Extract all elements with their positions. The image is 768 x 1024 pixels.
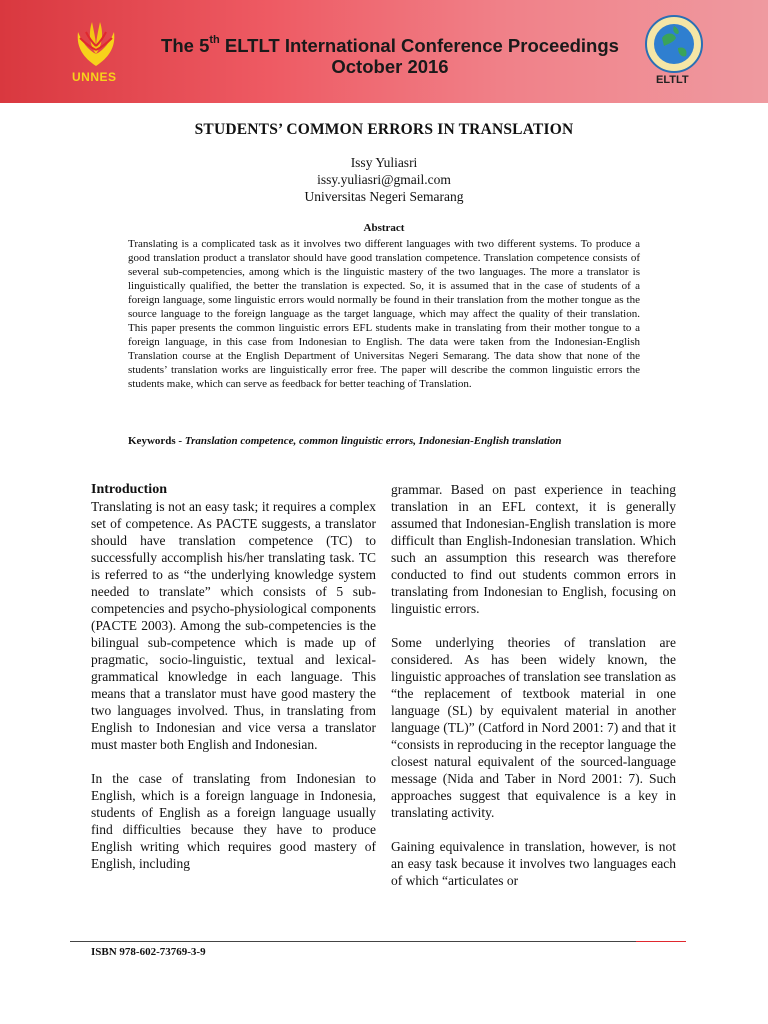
conference-title [150, 35, 630, 77]
author-block [0, 154, 768, 205]
paragraph: grammar. Based on past experience in teaching translation in an EFL context, it is generally assumed that Indonesian-English translation is more difficult than English-Indonesian translation. Which such an assumption this research was therefore conducted to find out students common errors in translating from Indonesian to English, focusing on linguistic errors. [391, 482, 676, 616]
author-name: Issy Yuliasri [350, 155, 418, 170]
paragraph: Translating is not an easy task; it requires a complex set of competence. As PACTE suggests, a translator should have translation competence (TC) to successfully accomplish his/her translating task. TC is referred to as “the underlying knowledge system needed to translate” which consists of 5 sub-competencies and psycho-physiological components (PACTE 2003). Among the sub-competencies is the bilingual sub-competence which is made up of pragmatic, socio-linguistic, textual and lexical-grammatical knowledge in each language. This means that a translator must have good mastery the two languages involved. Thus, in translating from English to Indonesian and vice versa a translator must master both English and Indonesian. [91, 499, 376, 752]
paragraph: In the case of translating from Indonesian to English, which is a foreign language in Indonesia, students of English as a foreign language usually find difficulties because they have to produce English writing which requires good mastery of English, including [91, 771, 376, 871]
isbn: ISBN 978-602-73769-3-9 [91, 946, 206, 958]
keywords-label: Keywords - [128, 435, 185, 447]
unnes-logo-text: UNNES [72, 70, 117, 84]
conference-date: October 2016 [331, 56, 449, 77]
conference-banner [0, 0, 768, 103]
paper-title: STUDENTS’ COMMON ERRORS IN TRANSLATION [194, 121, 574, 138]
author-affiliation: Universitas Negeri Semarang [304, 189, 464, 204]
paragraph: Gaining equivalence in translation, however, is not an easy task because it involves two languages each of which “articulates or [391, 839, 676, 888]
abstract-text: Translating is a complicated task as it involves two different languages with two different systems. To produce a good translation product a translator should have good translation competence. Translation competence consists of several sub-competencies, among which is the linguistic mastery of the two languages. The more a translator is linguistically qualified, the better the translation is expected. So, it is assumed that in the case of students of a foreign language, some linguistic errors would normally be found in their translation from the mother tongue as the source language to the foreign language as the target language, which may affect the quality of their translation. This paper presents the common linguistic errors EFL students make in translating from their mother tongue to a foreign language, in this case from Indonesian to English. The data were taken from the Indonesian-English Translation course at the English Department of Universitas Negeri Semarang. The data show that none of the students’ translation works are linguistically error free. The paper will describe the common linguistic errors the students make, which can serve as feedback for better teaching of Translation. [128, 238, 640, 390]
conference-name: ELTLT International Conference Proceedings [219, 35, 619, 56]
footer-divider-accent [636, 941, 686, 942]
conference-edition: The 5 [161, 35, 210, 56]
abstract-heading: Abstract [363, 222, 405, 234]
conference-edition-suffix: th [209, 33, 220, 46]
globe-icon [644, 14, 704, 74]
eltlt-logo-text: ELTLT [656, 74, 689, 86]
conference-title-line1 [150, 35, 630, 56]
left-column [91, 481, 376, 889]
keywords-list: Translation competence, common linguistic errors, Indonesian-English translation [184, 435, 562, 447]
eltlt-logo [644, 14, 704, 90]
keywords [128, 434, 668, 448]
footer-divider [70, 941, 636, 942]
author-email[interactable]: issy.yuliasri@gmail.com [317, 172, 451, 187]
section-heading: Introduction [91, 482, 167, 497]
right-column [391, 481, 676, 906]
unnes-emblem-icon [66, 18, 126, 70]
unnes-logo [66, 18, 126, 88]
paragraph: Some underlying theories of translation are considered. As has been widely known, the linguistic approaches of translation see translation as “the replacement of textbook material in one language (SL) by equivalent material in another language (TL)” (Catford in Nord 2001: 7) and that it “consists in reproducing in the receptor language the closest natural equivalent of the sourced-language message (Nida and Taber in Nord 2001: 7). Such approaches suggest that equivalence is a key in translating activity. [391, 635, 676, 820]
